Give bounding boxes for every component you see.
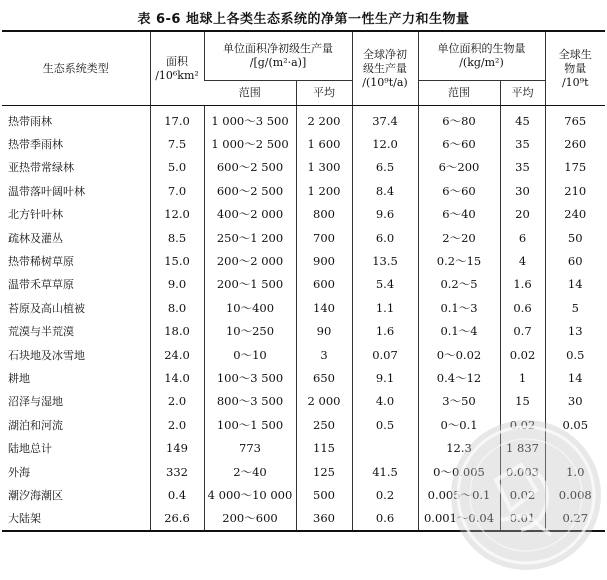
header-area-unit: /10⁶km² xyxy=(155,68,199,82)
table-row xyxy=(2,273,605,296)
header-npp-unit-text: 单位面积净初级生产量 xyxy=(223,42,333,55)
table-row xyxy=(2,320,605,343)
cell-bio-avg: 30 xyxy=(500,179,545,202)
header-bio-avg: 平均 xyxy=(500,81,545,106)
cell-npp-range: 200～1 500 xyxy=(204,273,296,296)
cell-global-npp: 41.5 xyxy=(352,460,418,483)
cell-global-npp: 9.1 xyxy=(352,366,418,389)
cell-npp-avg: 600 xyxy=(296,273,352,296)
cell-global-bio: 14 xyxy=(545,366,605,389)
cell-area: 9.0 xyxy=(150,273,204,296)
cell-area: 149 xyxy=(150,436,204,459)
cell-global-npp: 6.0 xyxy=(352,226,418,249)
header-biomass-unit xyxy=(418,31,545,81)
cell-type: 北方针叶林 xyxy=(8,208,63,222)
cell-global-bio: 13 xyxy=(545,320,605,343)
header-global-bio-u: /10⁹t xyxy=(561,75,589,89)
cell-bio-avg: 4 xyxy=(500,249,545,272)
header-biomass-unit-u: /(kg/m²) xyxy=(459,56,504,69)
cell-type: 温带禾草草原 xyxy=(8,278,74,292)
cell-type: 亚热带常绿林 xyxy=(8,161,74,175)
table-row xyxy=(2,390,605,413)
cell-npp-avg: 90 xyxy=(296,320,352,343)
cell-global-npp: 4.0 xyxy=(352,390,418,413)
table-row xyxy=(2,226,605,249)
cell-global-npp: 8.4 xyxy=(352,179,418,202)
cell-bio-avg: 45 xyxy=(500,106,545,133)
cell-bio-avg: 0.003 xyxy=(500,460,545,483)
cell-global-bio: 765 xyxy=(545,106,605,133)
cell-bio-avg: 35 xyxy=(500,156,545,179)
cell-global-npp: 13.5 xyxy=(352,249,418,272)
cell-global-bio: 50 xyxy=(545,226,605,249)
cell-global-npp: 0.5 xyxy=(352,413,418,436)
cell-type: 苔原及高山植被 xyxy=(8,301,85,315)
cell-bio-avg: 0.7 xyxy=(500,320,545,343)
header-global-npp-2: 级生产量 xyxy=(363,61,407,75)
cell-area: 5.0 xyxy=(150,156,204,179)
cell-bio-range: 0.001～0.04 xyxy=(418,507,500,531)
cell-npp-range: 773 xyxy=(204,436,296,459)
cell-npp-range: 10～250 xyxy=(204,320,296,343)
cell-npp-range: 4 000～10 000 xyxy=(204,483,296,506)
cell-npp-range: 600～2 500 xyxy=(204,179,296,202)
header-npp-range: 范围 xyxy=(204,81,296,106)
table-row xyxy=(2,460,605,483)
cell-global-bio: 260 xyxy=(545,132,605,155)
cell-global-npp xyxy=(352,436,418,459)
cell-area: 17.0 xyxy=(150,106,204,133)
cell-npp-avg: 1 600 xyxy=(296,132,352,155)
cell-area: 8.0 xyxy=(150,296,204,319)
cell-area: 26.6 xyxy=(150,507,204,531)
cell-bio-avg: 1 xyxy=(500,366,545,389)
cell-area: 14.0 xyxy=(150,366,204,389)
header-type xyxy=(2,31,150,106)
cell-global-npp: 9.6 xyxy=(352,203,418,226)
cell-type: 荒漠与半荒漠 xyxy=(8,325,74,339)
table-row xyxy=(2,507,605,531)
header-area-text: 面积 xyxy=(166,54,188,68)
cell-bio-avg: 1.6 xyxy=(500,273,545,296)
table-row xyxy=(2,483,605,506)
cell-bio-range: 3～50 xyxy=(418,390,500,413)
cell-bio-avg: 0.02 xyxy=(500,343,545,366)
cell-bio-range: 6～60 xyxy=(418,132,500,155)
table-row xyxy=(2,413,605,436)
cell-bio-range: 0.005～0.1 xyxy=(418,483,500,506)
header-biomass-unit-text: 单位面积的生物量 xyxy=(437,42,526,55)
cell-bio-range: 6～80 xyxy=(418,106,500,133)
cell-global-bio: 0.05 xyxy=(545,413,605,436)
cell-bio-avg: 6 xyxy=(500,226,545,249)
header-global-bio xyxy=(545,31,605,106)
cell-bio-range: 0～0.02 xyxy=(418,343,500,366)
table-body xyxy=(2,106,605,532)
cell-area: 2.0 xyxy=(150,390,204,413)
cell-npp-range: 100～1 500 xyxy=(204,413,296,436)
table-row xyxy=(2,366,605,389)
header-global-npp-u: /(10⁹t/a) xyxy=(362,75,408,89)
header-global-bio-1: 全球生 xyxy=(558,47,592,61)
cell-global-npp: 5.4 xyxy=(352,273,418,296)
cell-global-npp: 1.6 xyxy=(352,320,418,343)
cell-bio-range: 0～0.1 xyxy=(418,413,500,436)
cell-global-npp: 1.1 xyxy=(352,296,418,319)
cell-global-bio: 14 xyxy=(545,273,605,296)
table-row xyxy=(2,343,605,366)
cell-type: 热带雨林 xyxy=(8,114,52,128)
cell-bio-range: 0.1～3 xyxy=(418,296,500,319)
cell-npp-range: 800～3 500 xyxy=(204,390,296,413)
cell-npp-range: 1 000～2 500 xyxy=(204,132,296,155)
cell-bio-avg: 0.02 xyxy=(500,413,545,436)
cell-global-bio: 5 xyxy=(545,296,605,319)
table-row xyxy=(2,296,605,319)
cell-npp-avg: 500 xyxy=(296,483,352,506)
cell-bio-avg: 0.6 xyxy=(500,296,545,319)
cell-type: 热带季雨林 xyxy=(8,138,63,152)
cell-npp-range: 200～600 xyxy=(204,507,296,531)
cell-npp-avg: 800 xyxy=(296,203,352,226)
cell-npp-avg: 1 300 xyxy=(296,156,352,179)
header-npp-avg: 平均 xyxy=(296,81,352,106)
cell-type: 大陆架 xyxy=(8,512,41,526)
cell-bio-range: 6～40 xyxy=(418,203,500,226)
header-npp-unit-u: /[g/(m²·a)] xyxy=(249,56,307,69)
cell-area: 7.5 xyxy=(150,132,204,155)
cell-npp-avg: 900 xyxy=(296,249,352,272)
cell-global-npp: 12.0 xyxy=(352,132,418,155)
cell-global-npp: 6.5 xyxy=(352,156,418,179)
cell-npp-avg: 700 xyxy=(296,226,352,249)
cell-npp-avg: 650 xyxy=(296,366,352,389)
cell-type: 湖泊和河流 xyxy=(8,418,63,432)
cell-type: 疏林及灌丛 xyxy=(8,231,63,245)
cell-bio-avg: 1 837 xyxy=(500,436,545,459)
cell-type: 陆地总计 xyxy=(8,442,52,456)
cell-area: 24.0 xyxy=(150,343,204,366)
cell-global-npp: 0.6 xyxy=(352,507,418,531)
table-row xyxy=(2,179,605,202)
cell-bio-range: 0.1～4 xyxy=(418,320,500,343)
cell-bio-range: 0.4～12 xyxy=(418,366,500,389)
table-row xyxy=(2,132,605,155)
cell-bio-avg: 20 xyxy=(500,203,545,226)
table-row xyxy=(2,436,605,459)
cell-npp-avg: 250 xyxy=(296,413,352,436)
cell-type: 潮汐海潮区 xyxy=(8,488,63,502)
cell-bio-avg: 35 xyxy=(500,132,545,155)
cell-bio-avg: 0.02 xyxy=(500,483,545,506)
cell-global-bio: 30 xyxy=(545,390,605,413)
cell-global-bio: 0.5 xyxy=(545,343,605,366)
cell-global-npp: 0.2 xyxy=(352,483,418,506)
cell-area: 7.0 xyxy=(150,179,204,202)
cell-area: 12.0 xyxy=(150,203,204,226)
cell-area: 332 xyxy=(150,460,204,483)
table-row xyxy=(2,106,605,133)
cell-npp-range: 100～3 500 xyxy=(204,366,296,389)
cell-global-bio: 0.008 xyxy=(545,483,605,506)
table-row xyxy=(2,203,605,226)
cell-global-bio: 175 xyxy=(545,156,605,179)
table-title: 表 6-6 地球上各类生态系统的净第一性生产力和生物量 xyxy=(137,12,470,27)
cell-global-bio: 1.0 xyxy=(545,460,605,483)
cell-type: 石块地及冰雪地 xyxy=(8,348,85,362)
cell-npp-range: 1 000～3 500 xyxy=(204,106,296,133)
header-bio-range: 范围 xyxy=(418,81,500,106)
cell-type: 温带落叶阔叶林 xyxy=(8,184,85,198)
cell-npp-range: 400～2 000 xyxy=(204,203,296,226)
cell-npp-avg: 1 200 xyxy=(296,179,352,202)
cell-bio-avg: 0.01 xyxy=(500,507,545,531)
cell-bio-range: 0.2～15 xyxy=(418,249,500,272)
header-global-bio-2: 物量 xyxy=(564,61,587,75)
cell-global-bio: 60 xyxy=(545,249,605,272)
header-area xyxy=(150,31,204,106)
table-row xyxy=(2,156,605,179)
cell-npp-avg: 3 xyxy=(296,343,352,366)
header-global-npp xyxy=(352,31,418,106)
header-global-npp-1: 全球净初 xyxy=(363,47,407,61)
cell-bio-range: 12.3 xyxy=(418,436,500,459)
cell-npp-avg: 2 000 xyxy=(296,390,352,413)
cell-npp-range: 250～1 200 xyxy=(204,226,296,249)
cell-npp-avg: 125 xyxy=(296,460,352,483)
cell-npp-range: 2～40 xyxy=(204,460,296,483)
cell-type: 耕地 xyxy=(8,371,30,385)
cell-bio-avg: 15 xyxy=(500,390,545,413)
cell-area: 18.0 xyxy=(150,320,204,343)
cell-area: 8.5 xyxy=(150,226,204,249)
ecosystem-table xyxy=(2,30,605,532)
cell-npp-range: 0～10 xyxy=(204,343,296,366)
cell-type: 外海 xyxy=(8,465,30,479)
cell-bio-range: 6～200 xyxy=(418,156,500,179)
cell-npp-range: 600～2 500 xyxy=(204,156,296,179)
cell-area: 0.4 xyxy=(150,483,204,506)
cell-global-bio: 0.27 xyxy=(545,507,605,531)
cell-npp-avg: 140 xyxy=(296,296,352,319)
cell-area: 15.0 xyxy=(150,249,204,272)
cell-npp-avg: 2 200 xyxy=(296,106,352,133)
cell-global-bio: 240 xyxy=(545,203,605,226)
cell-bio-range: 0～0.005 xyxy=(418,460,500,483)
cell-global-bio: 210 xyxy=(545,179,605,202)
cell-npp-avg: 360 xyxy=(296,507,352,531)
header-npp-unit xyxy=(204,31,352,81)
table-row xyxy=(2,249,605,272)
cell-npp-avg: 115 xyxy=(296,436,352,459)
cell-global-npp: 37.4 xyxy=(352,106,418,133)
cell-bio-range: 6～60 xyxy=(418,179,500,202)
cell-bio-range: 2～20 xyxy=(418,226,500,249)
cell-global-npp: 0.07 xyxy=(352,343,418,366)
cell-npp-range: 10～400 xyxy=(204,296,296,319)
header-type-text: 生态系统类型 xyxy=(42,61,109,75)
cell-area: 2.0 xyxy=(150,413,204,436)
cell-npp-range: 200～2 000 xyxy=(204,249,296,272)
cell-bio-range: 0.2～5 xyxy=(418,273,500,296)
cell-type: 热带稀树草原 xyxy=(8,255,74,269)
cell-type: 沼泽与湿地 xyxy=(8,395,63,409)
cell-global-bio xyxy=(545,436,605,459)
